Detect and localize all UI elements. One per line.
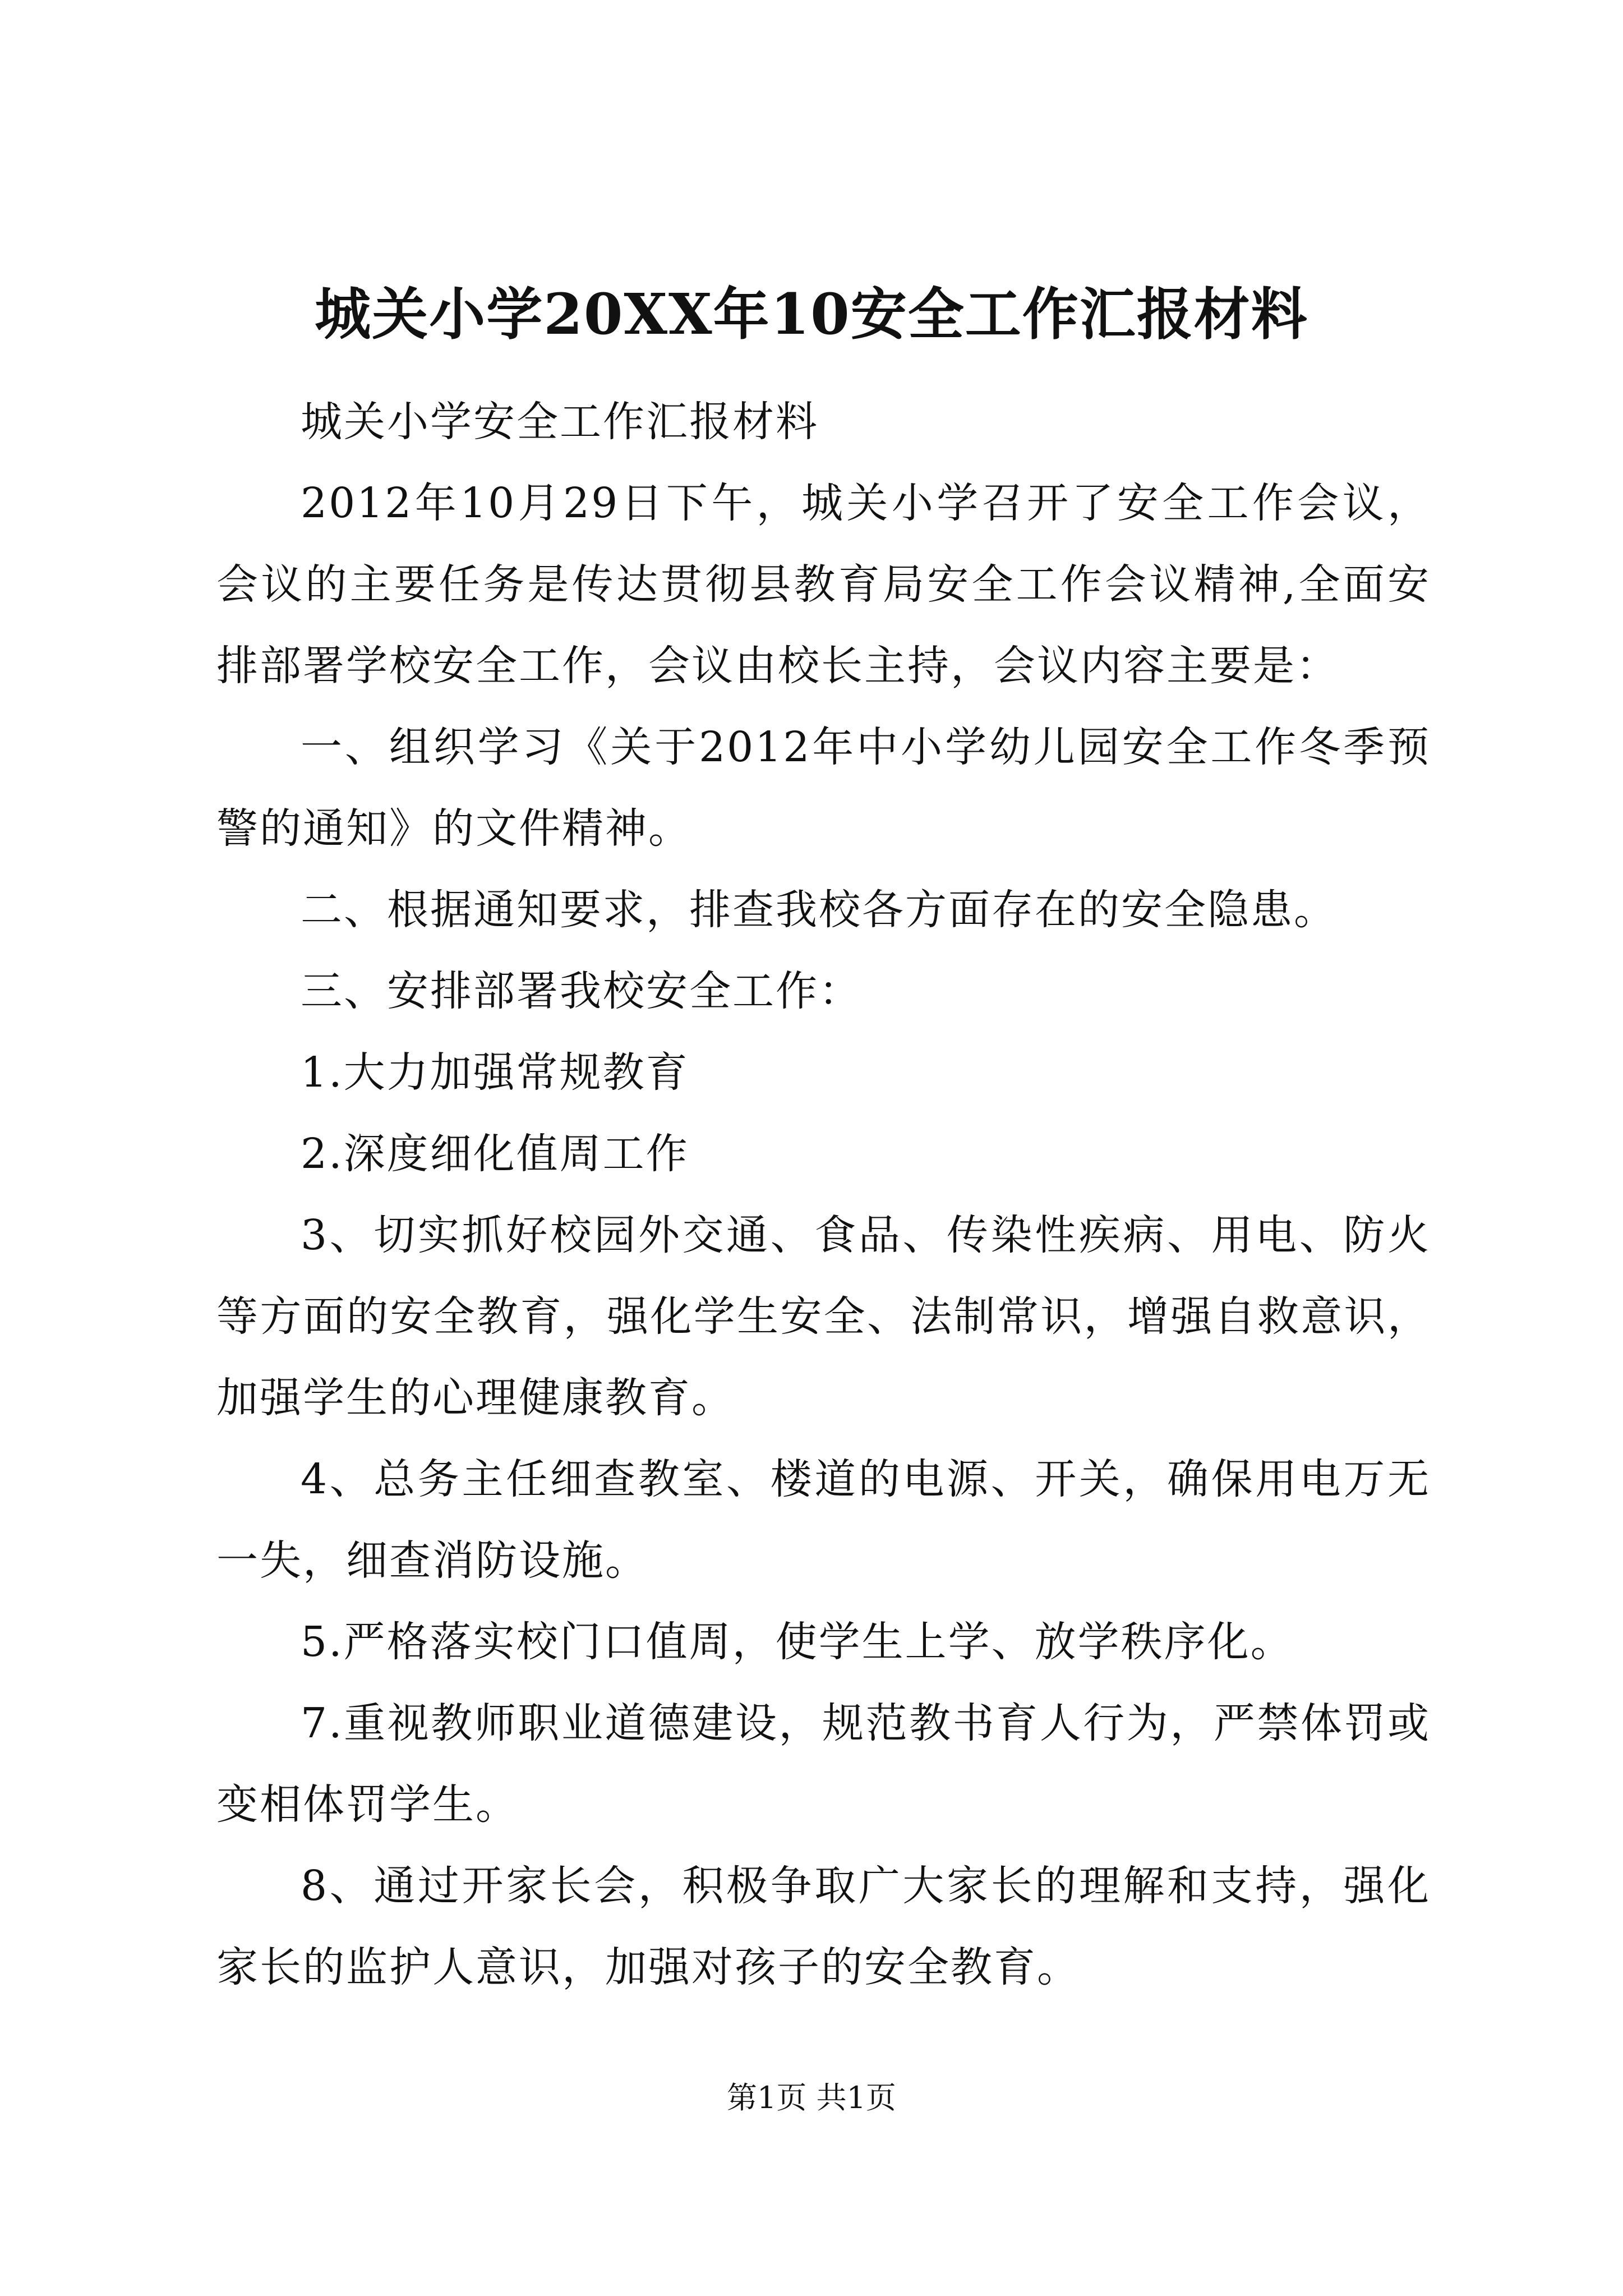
list-item-5: 5.严格落实校门口值周，使学生上学、放学秩序化。 <box>301 1618 1294 1666</box>
document-body <box>216 381 1431 2008</box>
list-item-3: 3、切实抓好校园外交通、食品、传染性疾病、用电、防火等方面的安全教育，强化学生安全、法制常识，增强自救意识，加强学生的心理健康教育。 <box>216 1211 1431 1422</box>
list-item-1: 1.大力加强常规教育 <box>301 1048 689 1097</box>
section-two-paragraph: 二、根据通知要求，排查我校各方面存在的安全隐患。 <box>301 886 1337 934</box>
meeting-intro-paragraph: 2012年10月29日下午，城关小学召开了安全工作会议，会议的主要任务是传达贯彻县教育局安全工作会议精神,全面安排部署学校安全工作，会议由校长主持，会议内容主要是： <box>216 479 1431 690</box>
page-footer: 第1页 共1页 <box>727 2080 896 2115</box>
section-three-paragraph: 三、安排部署我校安全工作： <box>301 967 862 1015</box>
document-title: 城关小学20XX年10安全工作汇报材料 <box>315 281 1308 347</box>
section-one-paragraph: 一、组织学习《关于2012年中小学幼儿园安全工作冬季预警的通知》的文件精神。 <box>216 723 1431 853</box>
list-item-8: 8、通过开家长会，积极争取广大家长的理解和支持，强化家长的监护人意识，加强对孩子的安全教育。 <box>216 1862 1431 1991</box>
list-item-2: 2.深度细化值周工作 <box>301 1130 689 1178</box>
subtitle-paragraph: 城关小学安全工作汇报材料 <box>301 398 819 446</box>
list-item-7: 7.重视教师职业道德建设，规范教书育人行为，严禁体罚或变相体罚学生。 <box>216 1699 1431 1829</box>
list-item-4: 4、总务主任细查教室、楼道的电源、开关，确保用电万无一失，细查消防设施。 <box>216 1455 1431 1585</box>
